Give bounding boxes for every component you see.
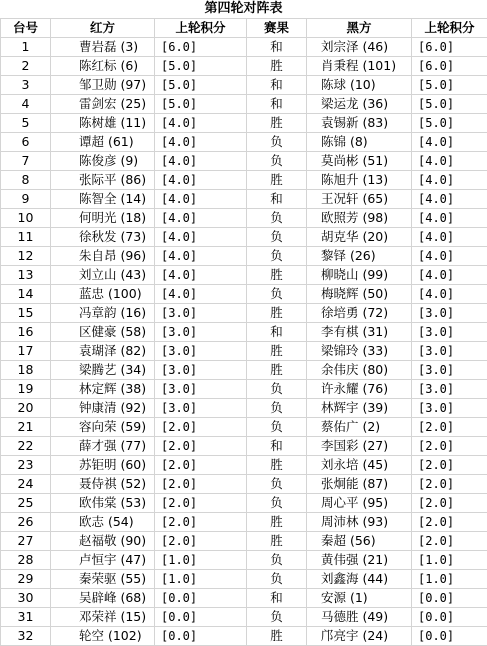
- result-cell[interactable]: 胜: [247, 114, 307, 133]
- black-player-cell[interactable]: 周心平 (95): [307, 494, 412, 513]
- red-score-cell[interactable]: [1.0]: [155, 570, 247, 589]
- board-number-cell[interactable]: 24: [1, 475, 51, 494]
- table-row: [1, 475, 487, 494]
- red-score-cell[interactable]: [5.0]: [155, 57, 247, 76]
- black-player-cell[interactable]: 胡克华 (20): [307, 228, 412, 247]
- black-player-cell[interactable]: 莫尚彬 (51): [307, 152, 412, 171]
- red-score-cell[interactable]: [4.0]: [155, 171, 247, 190]
- black-score-cell[interactable]: [4.0]: [412, 209, 487, 228]
- table-row: [1, 190, 487, 209]
- result-cell[interactable]: 负: [247, 399, 307, 418]
- red-player-cell[interactable]: 雷剑宏 (25): [51, 95, 155, 114]
- result-cell[interactable]: 胜: [247, 513, 307, 532]
- black-player-cell[interactable]: 蔡佑广 (2): [307, 418, 412, 437]
- result-cell[interactable]: 负: [247, 570, 307, 589]
- black-player-cell[interactable]: 林辉宇 (39): [307, 399, 412, 418]
- black-player-cell[interactable]: 周沛林 (93): [307, 513, 412, 532]
- table-row: [1, 209, 487, 228]
- red-player-cell[interactable]: 轮空 (102): [51, 627, 155, 646]
- red-score-cell[interactable]: [2.0]: [155, 494, 247, 513]
- table-row: [1, 456, 487, 475]
- table-row: [1, 266, 487, 285]
- table-row: [1, 532, 487, 551]
- black-score-cell[interactable]: [6.0]: [412, 38, 487, 57]
- black-player-cell[interactable]: 陈旭升 (13): [307, 171, 412, 190]
- black-player-cell[interactable]: 张炯能 (87): [307, 475, 412, 494]
- table-row: [1, 342, 487, 361]
- red-player-cell[interactable]: 陈树雄 (11): [51, 114, 155, 133]
- red-score-cell[interactable]: [4.0]: [155, 285, 247, 304]
- red-player-cell[interactable]: 林定辉 (38): [51, 380, 155, 399]
- board-number-cell[interactable]: 20: [1, 399, 51, 418]
- board-number-cell[interactable]: 17: [1, 342, 51, 361]
- black-score-cell[interactable]: [4.0]: [412, 285, 487, 304]
- red-score-cell[interactable]: [3.0]: [155, 361, 247, 380]
- red-player-cell[interactable]: 朱自昂 (96): [51, 247, 155, 266]
- black-player-cell[interactable]: 梅晓辉 (50): [307, 285, 412, 304]
- black-player-cell[interactable]: 徐培勇 (72): [307, 304, 412, 323]
- board-number-cell[interactable]: 7: [1, 152, 51, 171]
- black-score-cell[interactable]: [2.0]: [412, 437, 487, 456]
- red-player-cell[interactable]: 邹卫勋 (97): [51, 76, 155, 95]
- board-number-cell[interactable]: 9: [1, 190, 51, 209]
- table-row: [1, 608, 487, 627]
- red-player-cell[interactable]: 陈智全 (14): [51, 190, 155, 209]
- red-player-cell[interactable]: 吴辟峰 (68): [51, 589, 155, 608]
- board-number-cell[interactable]: 25: [1, 494, 51, 513]
- black-score-cell[interactable]: [0.0]: [412, 627, 487, 646]
- table-row: [1, 418, 487, 437]
- table-row: [1, 114, 487, 133]
- red-score-cell[interactable]: [2.0]: [155, 475, 247, 494]
- board-number-cell[interactable]: 16: [1, 323, 51, 342]
- black-player-cell[interactable]: 李有棋 (31): [307, 323, 412, 342]
- black-player-cell[interactable]: 陈球 (10): [307, 76, 412, 95]
- red-score-cell[interactable]: [3.0]: [155, 342, 247, 361]
- board-number-cell[interactable]: 1: [1, 38, 51, 57]
- red-player-cell[interactable]: 袁瑚泽 (82): [51, 342, 155, 361]
- table-row: [1, 247, 487, 266]
- table-row: [1, 323, 487, 342]
- black-player-cell[interactable]: 梁运龙 (36): [307, 95, 412, 114]
- board-number-cell[interactable]: 4: [1, 95, 51, 114]
- black-player-cell[interactable]: 刘永培 (45): [307, 456, 412, 475]
- red-player-cell[interactable]: 张际平 (86): [51, 171, 155, 190]
- table-row: [1, 494, 487, 513]
- board-number-cell[interactable]: 15: [1, 304, 51, 323]
- red-player-cell[interactable]: 薛才强 (77): [51, 437, 155, 456]
- table-row: [1, 152, 487, 171]
- red-score-cell[interactable]: [0.0]: [155, 608, 247, 627]
- table-row: [1, 437, 487, 456]
- black-player-cell[interactable]: 黄伟强 (21): [307, 551, 412, 570]
- red-player-cell[interactable]: 谭超 (61): [51, 133, 155, 152]
- board-number-cell[interactable]: 19: [1, 380, 51, 399]
- board-number-cell[interactable]: 10: [1, 209, 51, 228]
- result-cell[interactable]: 负: [247, 380, 307, 399]
- black-score-cell[interactable]: [1.0]: [412, 570, 487, 589]
- table-row: [1, 171, 487, 190]
- red-score-cell[interactable]: [2.0]: [155, 456, 247, 475]
- result-cell[interactable]: 胜: [247, 171, 307, 190]
- result-cell[interactable]: 负: [247, 228, 307, 247]
- result-cell[interactable]: 负: [247, 133, 307, 152]
- black-score-cell[interactable]: [2.0]: [412, 456, 487, 475]
- result-cell[interactable]: 和: [247, 38, 307, 57]
- black-score-cell[interactable]: [4.0]: [412, 190, 487, 209]
- board-number-cell[interactable]: 18: [1, 361, 51, 380]
- board-number-cell[interactable]: 5: [1, 114, 51, 133]
- board-number-cell[interactable]: 3: [1, 76, 51, 95]
- table-row: [1, 285, 487, 304]
- red-player-cell[interactable]: 卢恒宇 (47): [51, 551, 155, 570]
- header-red[interactable]: 红方: [51, 19, 155, 38]
- red-player-cell[interactable]: 秦荣驱 (55): [51, 570, 155, 589]
- black-player-cell[interactable]: 黎铎 (26): [307, 247, 412, 266]
- black-score-cell[interactable]: [3.0]: [412, 399, 487, 418]
- page-title: 第四轮对阵表: [0, 0, 487, 18]
- board-number-cell[interactable]: 14: [1, 285, 51, 304]
- black-score-cell[interactable]: [5.0]: [412, 76, 487, 95]
- board-number-cell[interactable]: 6: [1, 133, 51, 152]
- result-cell[interactable]: 胜: [247, 532, 307, 551]
- black-score-cell[interactable]: [4.0]: [412, 152, 487, 171]
- result-cell[interactable]: 和: [247, 437, 307, 456]
- black-player-cell[interactable]: 李国彩 (27): [307, 437, 412, 456]
- black-player-cell[interactable]: 许永耀 (76): [307, 380, 412, 399]
- black-score-cell[interactable]: [6.0]: [412, 57, 487, 76]
- red-player-cell[interactable]: 梁腾艺 (34): [51, 361, 155, 380]
- result-cell[interactable]: 负: [247, 494, 307, 513]
- result-cell[interactable]: 和: [247, 323, 307, 342]
- red-player-cell[interactable]: 赵福敬 (90): [51, 532, 155, 551]
- board-number-cell[interactable]: 22: [1, 437, 51, 456]
- result-cell[interactable]: 负: [247, 608, 307, 627]
- black-player-cell[interactable]: 肖秉程 (101): [307, 57, 412, 76]
- black-score-cell[interactable]: [5.0]: [412, 95, 487, 114]
- black-player-cell[interactable]: 王况轩 (65): [307, 190, 412, 209]
- red-score-cell[interactable]: [3.0]: [155, 304, 247, 323]
- black-score-cell[interactable]: [0.0]: [412, 608, 487, 627]
- black-player-cell[interactable]: 梁锦玲 (33): [307, 342, 412, 361]
- red-player-cell[interactable]: 徐秋发 (73): [51, 228, 155, 247]
- black-score-cell[interactable]: [2.0]: [412, 418, 487, 437]
- result-cell[interactable]: 和: [247, 190, 307, 209]
- table-row: [1, 57, 487, 76]
- red-score-cell[interactable]: [4.0]: [155, 266, 247, 285]
- header-board[interactable]: 台号: [1, 19, 51, 38]
- table-row: [1, 38, 487, 57]
- red-score-cell[interactable]: [2.0]: [155, 418, 247, 437]
- red-player-cell[interactable]: 邓荣祥 (15): [51, 608, 155, 627]
- black-score-cell[interactable]: [3.0]: [412, 342, 487, 361]
- table-row: [1, 513, 487, 532]
- red-score-cell[interactable]: [5.0]: [155, 95, 247, 114]
- board-number-cell[interactable]: 23: [1, 456, 51, 475]
- result-cell[interactable]: 负: [247, 475, 307, 494]
- table-row: [1, 361, 487, 380]
- table-row: [1, 304, 487, 323]
- pairing-table: [0, 18, 487, 646]
- result-cell[interactable]: 负: [247, 209, 307, 228]
- table-row: [1, 570, 487, 589]
- red-player-cell[interactable]: 曹岩磊 (3): [51, 38, 155, 57]
- black-player-cell[interactable]: 刘鑫海 (44): [307, 570, 412, 589]
- red-player-cell[interactable]: 何明光 (18): [51, 209, 155, 228]
- table-row: [1, 380, 487, 399]
- table-header: [1, 19, 487, 38]
- black-score-cell[interactable]: [4.0]: [412, 247, 487, 266]
- table-row: [1, 627, 487, 646]
- black-score-cell[interactable]: [2.0]: [412, 513, 487, 532]
- header-row: [1, 19, 487, 38]
- red-score-cell[interactable]: [0.0]: [155, 627, 247, 646]
- result-cell[interactable]: 和: [247, 589, 307, 608]
- board-number-cell[interactable]: 26: [1, 513, 51, 532]
- black-player-cell[interactable]: 陈锦 (8): [307, 133, 412, 152]
- red-player-cell[interactable]: 容向荣 (59): [51, 418, 155, 437]
- black-score-cell[interactable]: [3.0]: [412, 304, 487, 323]
- red-score-cell[interactable]: [1.0]: [155, 551, 247, 570]
- black-score-cell[interactable]: [1.0]: [412, 551, 487, 570]
- red-score-cell[interactable]: [0.0]: [155, 589, 247, 608]
- table-row: [1, 399, 487, 418]
- table-body: [1, 38, 487, 646]
- red-score-cell[interactable]: [4.0]: [155, 247, 247, 266]
- red-score-cell[interactable]: [2.0]: [155, 532, 247, 551]
- red-score-cell[interactable]: [6.0]: [155, 38, 247, 57]
- red-player-cell[interactable]: 蓝忠 (100): [51, 285, 155, 304]
- red-score-cell[interactable]: [4.0]: [155, 133, 247, 152]
- table-row: [1, 589, 487, 608]
- red-player-cell[interactable]: 钟康清 (92): [51, 399, 155, 418]
- red-player-cell[interactable]: 欧伟棠 (53): [51, 494, 155, 513]
- black-player-cell[interactable]: 柳晓山 (99): [307, 266, 412, 285]
- board-number-cell[interactable]: 12: [1, 247, 51, 266]
- red-player-cell[interactable]: 陈俊彦 (9): [51, 152, 155, 171]
- result-cell[interactable]: 胜: [247, 361, 307, 380]
- black-score-cell[interactable]: [4.0]: [412, 228, 487, 247]
- board-number-cell[interactable]: 30: [1, 589, 51, 608]
- red-player-cell[interactable]: 欧志 (54): [51, 513, 155, 532]
- black-score-cell[interactable]: [2.0]: [412, 494, 487, 513]
- board-number-cell[interactable]: 11: [1, 228, 51, 247]
- table-row: [1, 133, 487, 152]
- black-score-cell[interactable]: [5.0]: [412, 114, 487, 133]
- board-number-cell[interactable]: 28: [1, 551, 51, 570]
- red-player-cell[interactable]: 苏钜明 (60): [51, 456, 155, 475]
- result-cell[interactable]: 胜: [247, 304, 307, 323]
- black-score-cell[interactable]: [4.0]: [412, 133, 487, 152]
- board-number-cell[interactable]: 29: [1, 570, 51, 589]
- black-player-cell[interactable]: 余伟庆 (80): [307, 361, 412, 380]
- board-number-cell[interactable]: 27: [1, 532, 51, 551]
- black-score-cell[interactable]: [0.0]: [412, 589, 487, 608]
- black-score-cell[interactable]: [2.0]: [412, 532, 487, 551]
- table-row: [1, 551, 487, 570]
- result-cell[interactable]: 负: [247, 418, 307, 437]
- red-score-cell[interactable]: [4.0]: [155, 152, 247, 171]
- table-row: [1, 228, 487, 247]
- result-cell[interactable]: 负: [247, 551, 307, 570]
- black-player-cell[interactable]: 秦超 (56): [307, 532, 412, 551]
- result-cell[interactable]: 胜: [247, 57, 307, 76]
- black-score-cell[interactable]: [4.0]: [412, 171, 487, 190]
- table-row: [1, 76, 487, 95]
- black-player-cell[interactable]: 袁锡新 (83): [307, 114, 412, 133]
- result-cell[interactable]: 和: [247, 76, 307, 95]
- red-player-cell[interactable]: 区健豪 (58): [51, 323, 155, 342]
- red-score-cell[interactable]: [4.0]: [155, 209, 247, 228]
- red-score-cell[interactable]: [3.0]: [155, 399, 247, 418]
- header-red-score[interactable]: 上轮积分: [155, 19, 247, 38]
- black-score-cell[interactable]: [3.0]: [412, 323, 487, 342]
- result-cell[interactable]: 负: [247, 285, 307, 304]
- black-player-cell[interactable]: 马德胜 (49): [307, 608, 412, 627]
- red-score-cell[interactable]: [3.0]: [155, 380, 247, 399]
- header-black[interactable]: 黑方: [307, 19, 412, 38]
- red-player-cell[interactable]: 陈红标 (6): [51, 57, 155, 76]
- board-number-cell[interactable]: 8: [1, 171, 51, 190]
- red-player-cell[interactable]: 冯章韵 (16): [51, 304, 155, 323]
- result-cell[interactable]: 胜: [247, 627, 307, 646]
- red-score-cell[interactable]: [5.0]: [155, 76, 247, 95]
- board-number-cell[interactable]: 31: [1, 608, 51, 627]
- red-score-cell[interactable]: [4.0]: [155, 114, 247, 133]
- board-number-cell[interactable]: 21: [1, 418, 51, 437]
- black-score-cell[interactable]: [3.0]: [412, 380, 487, 399]
- black-score-cell[interactable]: [2.0]: [412, 475, 487, 494]
- red-score-cell[interactable]: [4.0]: [155, 228, 247, 247]
- board-number-cell[interactable]: 32: [1, 627, 51, 646]
- result-cell[interactable]: 负: [247, 152, 307, 171]
- header-black-score[interactable]: 上轮积分: [412, 19, 487, 38]
- red-score-cell[interactable]: [2.0]: [155, 437, 247, 456]
- result-cell[interactable]: 负: [247, 247, 307, 266]
- black-player-cell[interactable]: 安源 (1): [307, 589, 412, 608]
- red-player-cell[interactable]: 刘立山 (43): [51, 266, 155, 285]
- result-cell[interactable]: 胜: [247, 266, 307, 285]
- board-number-cell[interactable]: 2: [1, 57, 51, 76]
- result-cell[interactable]: 胜: [247, 342, 307, 361]
- black-score-cell[interactable]: [3.0]: [412, 361, 487, 380]
- red-score-cell[interactable]: [2.0]: [155, 513, 247, 532]
- table-row: [1, 95, 487, 114]
- black-score-cell[interactable]: [4.0]: [412, 266, 487, 285]
- result-cell[interactable]: 和: [247, 95, 307, 114]
- red-score-cell[interactable]: [3.0]: [155, 323, 247, 342]
- header-result[interactable]: 赛果: [247, 19, 307, 38]
- board-number-cell[interactable]: 13: [1, 266, 51, 285]
- red-score-cell[interactable]: [4.0]: [155, 190, 247, 209]
- black-player-cell[interactable]: 刘宗泽 (46): [307, 38, 412, 57]
- black-player-cell[interactable]: 邝亮宇 (24): [307, 627, 412, 646]
- red-player-cell[interactable]: 聂侍祺 (52): [51, 475, 155, 494]
- black-player-cell[interactable]: 欧照芳 (98): [307, 209, 412, 228]
- result-cell[interactable]: 胜: [247, 456, 307, 475]
